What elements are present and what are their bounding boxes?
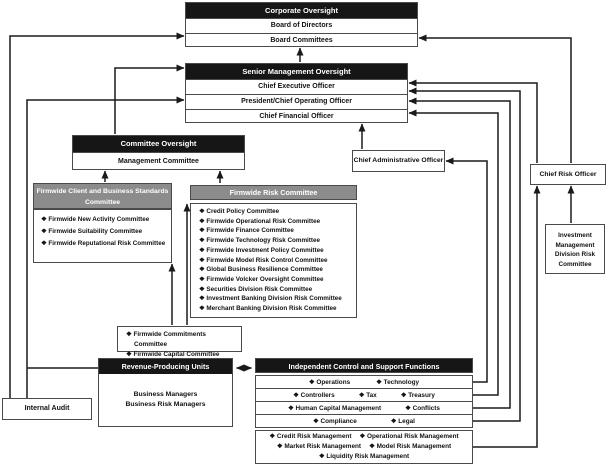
connector-cro-to-board-committees <box>419 38 571 163</box>
list-item: ❖ Investment Banking Division Risk Committee <box>199 295 342 303</box>
list-item: ❖ Credit Policy Committee <box>199 208 280 215</box>
function-cell: ❖ Operational Risk Management <box>359 433 459 440</box>
list-item: ❖ Firmwide Operational Risk Committee <box>199 217 321 225</box>
chief-risk-officer-box: Chief Risk Officer <box>530 164 606 185</box>
function-cell: ❖ Tax <box>358 392 377 399</box>
revenue-producing-units-title: Revenue-Producing Units <box>99 359 232 374</box>
row-operations-technology <box>255 375 473 389</box>
row-risk-management-functions <box>255 430 473 464</box>
function-cell: ❖ Conflicts <box>405 405 440 412</box>
client-business-standards-items <box>33 209 172 263</box>
commitments-capital-box <box>117 326 242 358</box>
list-item: ❖ Merchant Banking Division Risk Committee <box>199 305 337 313</box>
row-controllers-tax-treasury <box>255 388 473 402</box>
list-item: ❖ Firmwide Technology Risk Committee <box>199 237 320 245</box>
committee-oversight-box <box>72 135 245 170</box>
list-item: ❖ Firmwide New Activity Committee <box>41 216 150 223</box>
list-item: ❖ Securities Division Risk Committee <box>199 285 313 293</box>
chief-financial-officer: Chief Financial Officer <box>186 109 407 124</box>
firmwide-risk-committee-title: Firmwide Risk Committee <box>190 185 357 200</box>
list-item: ❖ Firmwide Investment Policy Committee <box>199 246 324 254</box>
list-item: ❖ Firmwide Reputational Risk Committee <box>41 240 166 247</box>
independent-control-support-box <box>255 358 473 464</box>
connector-risk-management-to-cro <box>473 186 537 447</box>
list-item: ❖ Firmwide Commitments Committee <box>126 331 206 348</box>
corporate-oversight-box <box>185 2 418 47</box>
independent-control-title: Independent Control and Support Functions <box>255 358 473 373</box>
function-cell: ❖ Treasury <box>400 392 435 399</box>
list-item: ❖ Global Business Resilience Committee <box>199 266 323 274</box>
list-item: ❖ Firmwide Suitability Committee <box>41 228 143 235</box>
management-committee: Management Committee <box>73 152 244 170</box>
firmwide-risk-committee-items <box>190 203 357 318</box>
board-committees: Board Committees <box>186 33 417 48</box>
board-of-directors: Board of Directors <box>186 18 417 33</box>
committee-oversight-title: Committee Oversight <box>73 136 244 152</box>
function-cell: ❖ Market Risk Management <box>276 443 362 450</box>
list-item: ❖ Firmwide Volcker Oversight Committee <box>199 275 324 283</box>
function-cell: ❖ Operations <box>308 379 351 386</box>
president-coo: President/Chief Operating Officer <box>186 94 407 109</box>
client-business-standards-title: Firmwide Client and Business Standards Committee <box>33 183 172 209</box>
function-cell: ❖ Technology <box>376 379 420 386</box>
revenue-producing-units-box <box>98 358 233 427</box>
row-hcm-conflicts <box>255 401 473 415</box>
corporate-oversight-title: Corporate Oversight <box>186 3 417 18</box>
senior-management-oversight-box <box>185 63 408 123</box>
function-cell: ❖ Human Capital Management <box>288 405 382 412</box>
investment-management-division-risk-committee-box: Investment Management Division Risk Committee <box>545 224 605 274</box>
function-cell: ❖ Model Risk Management <box>369 443 452 450</box>
business-managers: Business Managers <box>133 391 198 398</box>
list-item: ❖ Firmwide Model Risk Control Committee <box>199 256 328 264</box>
connector-committee-oversight-to-senior <box>115 68 184 134</box>
function-cell: ❖ Liquidity Risk Management <box>318 453 410 460</box>
internal-audit-box: Internal Audit <box>2 398 92 420</box>
chief-executive-officer: Chief Executive Officer <box>186 79 407 94</box>
function-cell: ❖ Credit Risk Management <box>269 433 352 440</box>
list-item: ❖ Firmwide Capital Committee <box>126 351 220 358</box>
business-risk-managers: Business Risk Managers <box>125 400 206 408</box>
function-cell: ❖ Compliance <box>313 418 357 425</box>
list-item: ❖ Firmwide Finance Committee <box>199 227 294 235</box>
chief-administrative-officer-box: Chief Administrative Officer <box>352 150 445 172</box>
function-cell: ❖ Controllers <box>293 392 335 399</box>
connector-operations-technology-to-cao <box>446 161 487 382</box>
function-cell: ❖ Legal <box>390 418 415 425</box>
row-compliance-legal <box>255 414 473 428</box>
senior-management-title: Senior Management Oversight <box>186 64 407 79</box>
